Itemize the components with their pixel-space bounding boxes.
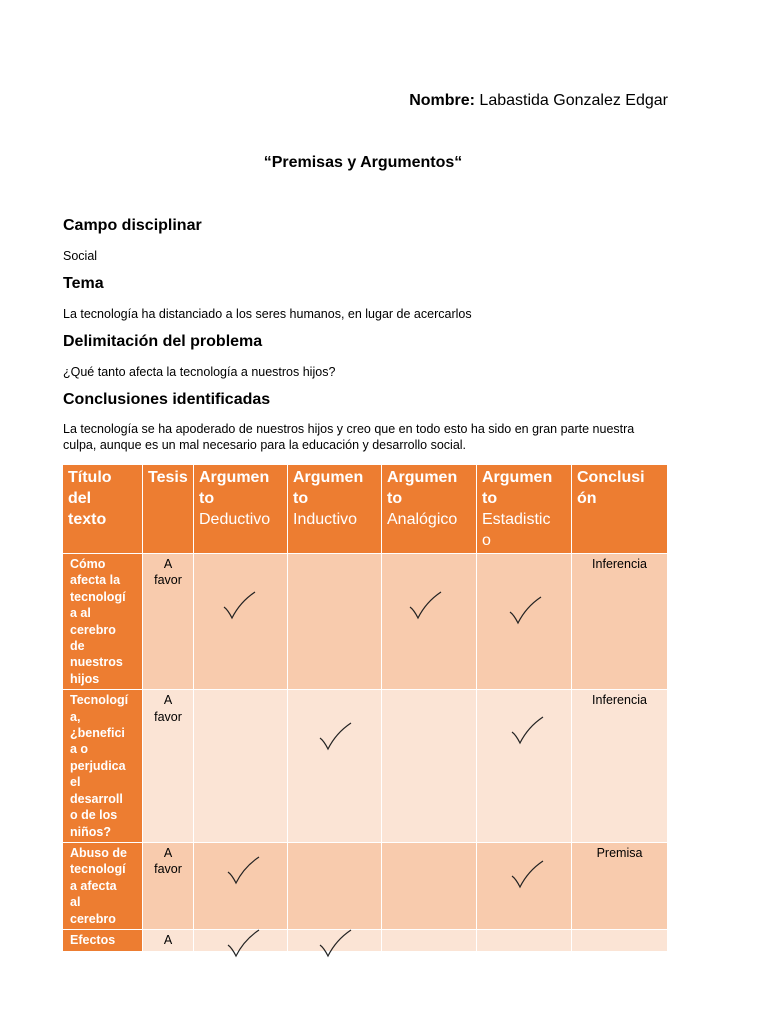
checkmark-icon [222,590,256,620]
checkmark-icon [510,859,544,889]
text-conclusiones: La tecnología se ha apoderado de nuestros hijos y creo que en todo esto ha sido en gran parte nuestra culpa, aunque es un mal necesario para la educación y desarrollo social. [63,422,635,452]
checkmark-icon [318,721,352,751]
row-title: Abuso de tecnologí a afecta al cerebro [63,842,143,929]
cell-estadistico [477,554,572,690]
checkmark-icon [226,855,260,885]
heading-delimitacion: Delimitación del problema [63,333,263,350]
table-row [63,842,668,929]
row-conclusion: Inferencia [572,690,668,843]
row-title: Tecnologí a, ¿benefici a o perjudica el desarroll o de los niños? [63,690,143,843]
column-header-label: Tesis [148,469,188,486]
table-header-row [63,465,668,554]
cell-inductivo [288,554,382,690]
cell-analogico [382,690,477,843]
row-conclusion: Inferencia [572,554,668,690]
column-header-label: Título del texto [68,469,112,528]
cell-estadistico [477,842,572,929]
cell-estadistico [477,929,572,951]
column-header-sublabel: Analógico [387,511,458,528]
cell-analogico [382,842,477,929]
cell-inductivo [288,690,382,843]
column-header-sublabel: Estadistic o [482,511,551,549]
column-header-sublabel: Inductivo [293,511,358,528]
row-tesis: A favor [143,690,194,843]
cell-analogico [382,929,477,951]
column-header-sublabel: Deductivo [199,511,271,528]
cell-analogico [382,554,477,690]
checkmark-icon [226,928,260,958]
cell-estadistico [477,690,572,843]
name-label: Nombre: [409,92,475,109]
name-line [409,92,668,110]
column-header-label: Argumen to [199,469,270,507]
row-tesis: A [143,929,194,951]
cell-deductivo [194,554,288,690]
column-header-3 [288,465,382,554]
column-header-5 [477,465,572,554]
table-row [63,554,668,690]
text-campo: Social [63,249,98,263]
column-header-0 [63,465,143,554]
column-header-4 [382,465,477,554]
row-conclusion [572,929,668,951]
table-row [63,929,668,951]
text-tema: La tecnología ha distanciado a los seres humanos, en lugar de acercarlos [63,307,472,321]
column-header-6 [572,465,668,554]
column-header-label: Conclusi ón [577,469,645,507]
text-delimitacion: ¿Qué tanto afecta la tecnología a nuestros hijos? [63,365,336,379]
checkmark-icon [510,715,544,745]
row-tesis: A favor [143,842,194,929]
column-header-2 [194,465,288,554]
column-header-label: Argumen to [293,469,364,507]
heading-tema: Tema [63,275,104,292]
document-title: “Premisas y Argumentos“ [263,154,463,171]
row-tesis: A favor [143,554,194,690]
row-conclusion: Premisa [572,842,668,929]
checkmark-icon [508,595,542,625]
heading-conclusiones: Conclusiones identificadas [63,391,271,408]
row-title: Cómo afecta la tecnologí a al cerebro de nuestros hijos [63,554,143,690]
table-row [63,690,668,843]
arguments-table [62,464,668,952]
checkmark-icon [318,928,352,958]
heading-campo: Campo disciplinar [63,217,202,234]
column-header-label: Argumen to [387,469,458,507]
cell-deductivo [194,842,288,929]
column-header-label: Argumen to [482,469,553,507]
row-title: Efectos [63,929,143,951]
checkmark-icon [408,590,442,620]
cell-inductivo [288,842,382,929]
column-header-1 [143,465,194,554]
cell-deductivo [194,690,288,843]
name-value: Labastida Gonzalez Edgar [479,92,668,109]
